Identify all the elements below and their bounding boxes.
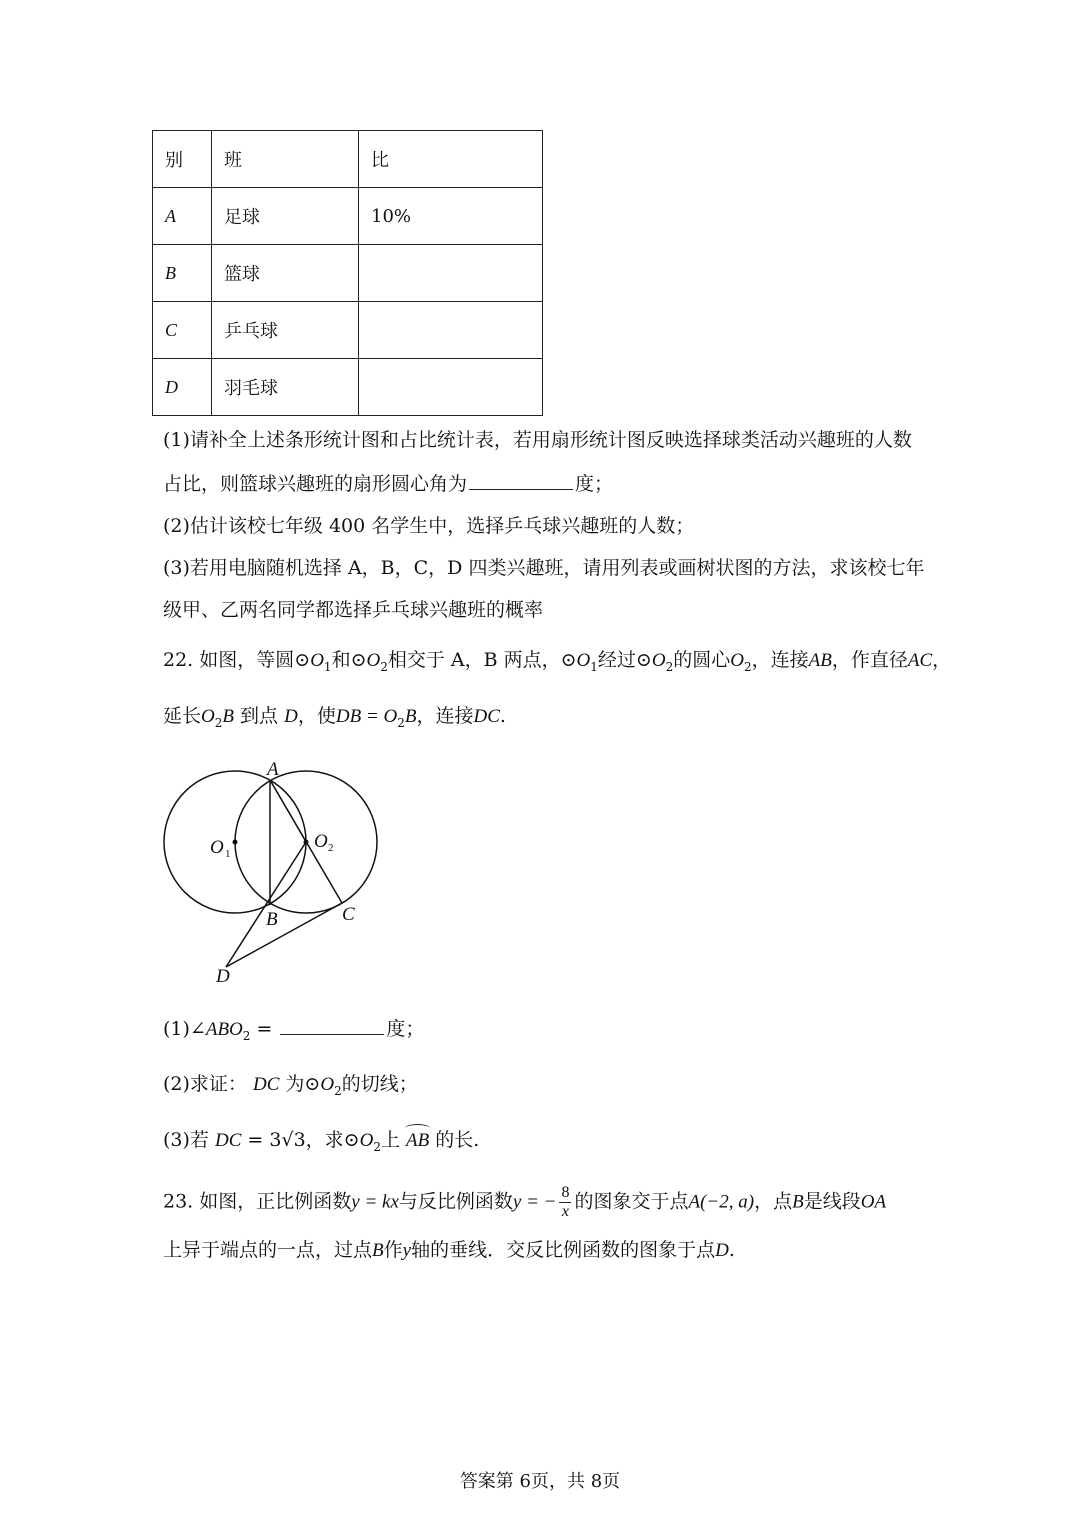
q22-text: (3)若 <box>163 1129 209 1151</box>
q22-eq: = 3√3 <box>241 1129 306 1151</box>
q23-frac-num: 8 <box>561 1184 570 1201</box>
q22-text: 的切线； <box>341 1073 418 1095</box>
q22-angle: ABO <box>205 1019 243 1040</box>
q23-b: B <box>792 1191 804 1213</box>
q22-text: 到点 <box>240 705 279 727</box>
q22-eq: = <box>250 1018 279 1040</box>
intersecting-circles-figure <box>150 755 390 990</box>
table-cell: 羽毛球 <box>212 359 359 416</box>
q23-text: 与反比例函数 <box>398 1190 513 1213</box>
q23-text: ，点 <box>754 1190 793 1213</box>
answer-blank[interactable] <box>469 471 573 490</box>
q22-o2-sub: 2 <box>380 659 388 674</box>
label-o2: O <box>314 831 328 852</box>
table-cell: A <box>153 188 212 245</box>
q22-text: ， <box>932 649 952 671</box>
q22-part2 <box>163 1072 418 1103</box>
q22-o2-sub: 2 <box>334 1083 342 1098</box>
q23-frac-den: x <box>561 1203 570 1220</box>
q22-text: 相交于 A，B 两点，⊙ <box>387 649 577 671</box>
table-cell: 乒乓球 <box>212 302 359 359</box>
q22-o1-sub: 1 <box>323 659 332 674</box>
q22-text: 延长 <box>163 705 202 727</box>
q22-arc-ab: AB <box>406 1130 430 1151</box>
page-footer: 答案第 6页，共 8页 <box>459 1471 621 1492</box>
q23-text: 轴的垂线．交反比例函数的图象于点 <box>411 1239 716 1261</box>
q22-text: ，使 <box>297 705 336 727</box>
q23-text: . <box>728 1239 735 1261</box>
q22-o1: O <box>576 650 591 671</box>
q22-text: ，作直径 <box>831 649 908 671</box>
label-c: C <box>342 904 355 925</box>
q22-text: 和⊙ <box>331 649 367 671</box>
label-b: B <box>266 909 278 930</box>
q23-fraction <box>559 1184 571 1221</box>
q23-d: D <box>715 1240 729 1261</box>
interest-class-table <box>152 130 543 416</box>
table-cell: B <box>153 245 212 302</box>
q22-text: . <box>499 705 506 727</box>
q22-o2-sub: 2 <box>397 715 405 730</box>
answer-blank[interactable] <box>280 1016 384 1035</box>
table-cell: D <box>153 359 212 416</box>
q23-text: 23. 如图，正比例函数 <box>163 1190 352 1213</box>
q21-part1-text: 占比，则篮球兴趣班的扇形圆心角为 <box>163 473 468 495</box>
q23-text: 作 <box>383 1239 403 1261</box>
table-row <box>153 302 543 359</box>
q22-stem-line1 <box>163 648 951 679</box>
q21-part2: (2)估计该校七年级 400 名学生中，选择乒乓球兴趣班的人数； <box>163 515 695 537</box>
q22-text: 经过⊙ <box>597 649 652 671</box>
label-a: A <box>267 759 279 780</box>
table-row <box>153 245 543 302</box>
point-o1 <box>233 840 238 845</box>
q21-part3-line1: (3)若用电脑随机选择 A，B，C，D 四类兴趣班，请用列表或画树状图的方法，求该校七年 <box>163 557 925 579</box>
table-header-cell: 别 <box>153 131 212 188</box>
q22-text: 为⊙ <box>285 1073 321 1095</box>
q22-o2: O <box>320 1074 335 1095</box>
table-cell <box>359 302 543 359</box>
q22-o2-sub: 2 <box>743 659 752 674</box>
table-cell <box>359 359 543 416</box>
q22-o1: O <box>310 650 324 671</box>
q22-dc: DC <box>473 706 500 727</box>
q22-unit: 度； <box>386 1018 425 1040</box>
q22-b: B <box>222 706 234 727</box>
label-o1-sub: 1 <box>225 848 231 860</box>
q22-ac: AC <box>907 650 933 671</box>
q22-dc: DC <box>214 1130 242 1151</box>
table-header-row <box>153 131 543 188</box>
label-d: D <box>216 966 230 987</box>
q23-eq1: y = kx <box>351 1191 399 1213</box>
q22-o2-sub: 2 <box>665 659 674 674</box>
q22-text: 的圆心 <box>673 649 731 671</box>
q22-ab: AB <box>808 650 832 671</box>
point-o2 <box>304 840 309 845</box>
q23-oa: OA <box>860 1191 887 1213</box>
q21-part3-line2: 级甲、乙两名同学都选择乒乓球兴趣班的概率 <box>163 599 544 621</box>
q21-part1-line1: (1)请补全上述条形统计图和占比统计表，若用扇形统计图反映选择球类活动兴趣班的人数 <box>163 429 912 451</box>
q22-o2: O <box>651 650 666 671</box>
table-header-cell: 班 <box>212 131 359 188</box>
q22-part1 <box>163 1016 424 1048</box>
q22-dc: DC <box>252 1074 280 1095</box>
q22-text: ，求⊙ <box>305 1129 360 1151</box>
q22-o2: O <box>730 650 744 671</box>
q22-text: 上 <box>380 1129 400 1151</box>
label-o2-sub: 2 <box>328 842 334 854</box>
q23-y: y <box>402 1240 412 1261</box>
q22-angle-sub: 2 <box>242 1028 251 1043</box>
q22-text: (1)∠ <box>163 1018 206 1040</box>
segment-a-o2 <box>270 780 306 842</box>
q23-stem-line1 <box>163 1184 886 1221</box>
q23-b: B <box>372 1240 384 1261</box>
q22-text: ，连接 <box>751 649 809 671</box>
q23-stem-line2 <box>163 1238 735 1263</box>
q23-text: 的图象交于点 <box>574 1190 689 1213</box>
q22-b: B <box>404 706 417 727</box>
table-header-cell: 比 <box>359 131 543 188</box>
table-row <box>153 359 543 416</box>
q22-d: D <box>284 706 298 727</box>
table-cell <box>359 245 543 302</box>
q23-text: 上异于端点的一点，过点 <box>163 1239 373 1261</box>
q22-text: 的长. <box>435 1129 480 1151</box>
q22-part3 <box>163 1128 479 1159</box>
q21-part1-unit: 度； <box>575 473 614 495</box>
q21-part1-line2 <box>163 471 613 496</box>
table-cell: C <box>153 302 212 359</box>
q23-text: 是线段 <box>803 1190 861 1213</box>
table-cell: 篮球 <box>212 245 359 302</box>
label-o1: O <box>210 837 224 858</box>
q22-o2-sub: 2 <box>214 715 223 730</box>
q22-text: ，连接 <box>416 705 474 727</box>
q22-o2: O <box>359 1130 374 1151</box>
q22-o2: O <box>201 706 215 727</box>
q22-o2-sub: 2 <box>373 1139 381 1154</box>
q22-text: 22. 如图，等圆⊙ <box>163 649 311 671</box>
q23-point-a: A(−2, a) <box>688 1191 755 1213</box>
q22-eq: DB = O <box>335 706 398 727</box>
q22-o2: O <box>366 650 381 671</box>
table-cell: 足球 <box>212 188 359 245</box>
q22-o1-sub: 1 <box>590 659 598 674</box>
q22-stem-line2 <box>163 704 506 735</box>
q22-text: (2)求证： <box>163 1073 247 1095</box>
table-cell: 10% <box>359 188 543 245</box>
q23-eq2: y = − <box>512 1191 557 1213</box>
table-row <box>153 188 543 245</box>
